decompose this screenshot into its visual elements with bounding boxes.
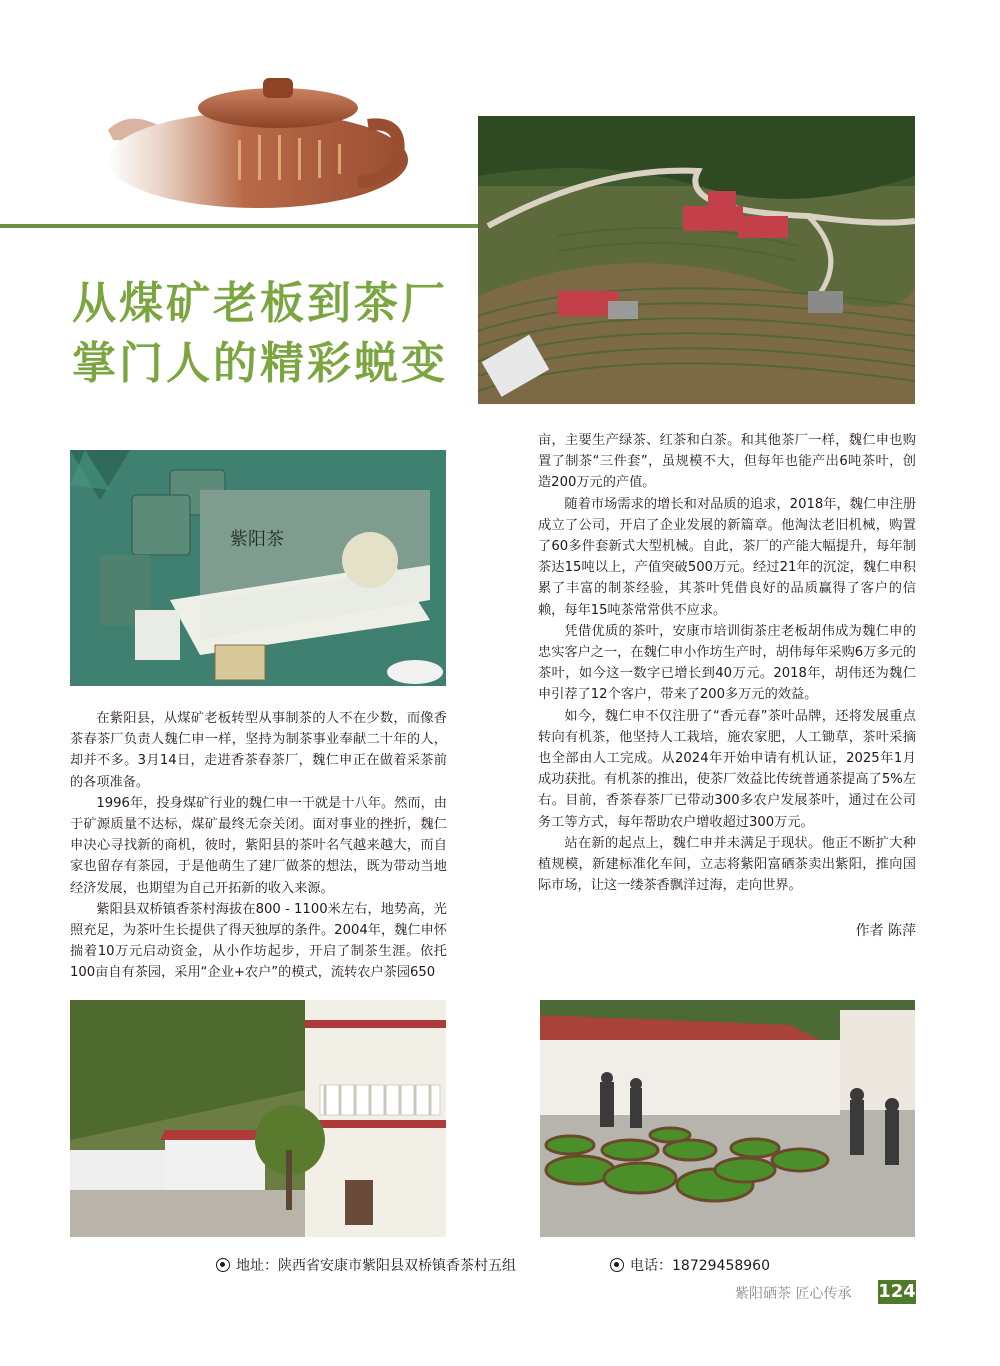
address-text: 地址：陕西省安康市紫阳县双桥镇香茶村五组 bbox=[236, 1258, 516, 1274]
footer-address bbox=[216, 1255, 576, 1275]
paragraph-continuation: 亩，主要生产绿茶、红茶和白茶。和其他茶厂一样，魏仁申也购置了制茶“三件套”，虽规模不大，但每年也能产出6吨茶叶，创造200万元的产值。 bbox=[538, 433, 916, 491]
footer-phone bbox=[610, 1255, 830, 1275]
page-number: 124 bbox=[878, 1281, 916, 1302]
teapot-image bbox=[68, 70, 408, 210]
factory-building-photo bbox=[70, 1000, 446, 1237]
article-title-line2: 掌门人的精彩蜕变 bbox=[72, 338, 448, 389]
location-pin-icon bbox=[216, 1258, 230, 1272]
paragraph: 站在新的起点上，魏仁申并未满足于现状。他正不断扩大种植规模，新建标准化车间，立志将紫阳富硒茶卖出紫阳，推向国际市场，让这一缕茶香飘洋过海，走向世界。 bbox=[538, 835, 916, 894]
paragraph: 随着市场需求的增长和对品质的追求，2018年，魏仁申注册成立了公司，开启了企业发展的新篇章。他淘汰老旧机械，购置了60多件套新式大型机械。自此，茶厂的产能大幅提升，每年制茶达15吨以上，产值突破500万元。经过21年的沉淀，魏仁申积累了丰富的制茶经验，其茶叶凭借良好的品质赢得了客户的信赖，每年15吨茶常常供不应求。 bbox=[538, 496, 916, 618]
aerial-tea-plantation-photo bbox=[478, 116, 915, 404]
paragraph: 如今，魏仁申不仅注册了“香元春”茶叶品牌，还将发展重点转向有机茶，他坚持人工栽培，施农家肥，人工锄草，茶叶采摘也全部由人工完成。从2024年开始申请有机认证，2025年1月成功获批。有机茶的推出，使茶厂效益比传统普通茶提高了5%左右。目前，香茶春茶厂已带动300多农户发展茶叶，通过在公司务工等方式，每年帮助农户增收超过300万元。 bbox=[538, 708, 916, 830]
tea-packaging-photo bbox=[70, 450, 446, 686]
phone-icon bbox=[610, 1258, 624, 1272]
paragraph: 紫阳县双桥镇香茶村海拔在800 - 1100米左右，地势高，光照充足，为茶叶生长提供了得天独厚的条件。2004年，魏仁申怀揣着10万元启动资金，从小作坊起步，开启了制茶生涯。依托100亩自有茶园，采用“企业+农户”的模式，流转农户茶园650 bbox=[70, 901, 447, 981]
paragraph: 在紫阳县，从煤矿老板转型从事制茶的人不在少数，而像香茶春茶厂负责人魏仁申一样，坚持为制茶事业奉献二十年的人，却并不多。3月14日，走进香茶春茶厂，魏仁申正在做着采茶前的各项准备。 bbox=[70, 711, 447, 790]
phone-text: 电话：18729458960 bbox=[630, 1258, 770, 1274]
author-byline: 作者 陈萍 bbox=[855, 923, 916, 939]
box-brand-text: 紫阳茶 bbox=[230, 529, 284, 550]
paragraph: 凭借优质的茶叶，安康市培训街茶庄老板胡伟成为魏仁申的忠实客户之一，在魏仁申小作坊生产时，胡伟每年采购6万多元的茶叶，如今这一数字已增长到40万元。2018年，胡伟还为魏仁申引荐了12个客户，带来了200多万元的效益。 bbox=[538, 623, 916, 703]
article-column-left bbox=[70, 708, 447, 984]
footer-slogan: 紫阳硒茶 匠心传承 bbox=[735, 1286, 852, 1302]
header-rule bbox=[0, 224, 478, 228]
article-column-right bbox=[538, 430, 916, 896]
article-title-line1: 从煤矿老板到茶厂 bbox=[72, 278, 448, 329]
paragraph: 1996年，投身煤矿行业的魏仁申一干就是十八年。然而，由于矿源质量不达标，煤矿最终无奈关闭。面对事业的挫折，魏仁申决心寻找新的商机，彼时，紫阳县的茶叶名气越来越大，而自家也留存有茶园，于是他萌生了建厂做茶的想法，既为带动当地经济发展，也期望为自己开拓新的收入来源。 bbox=[70, 795, 447, 896]
tea-drying-photo bbox=[540, 1000, 915, 1237]
